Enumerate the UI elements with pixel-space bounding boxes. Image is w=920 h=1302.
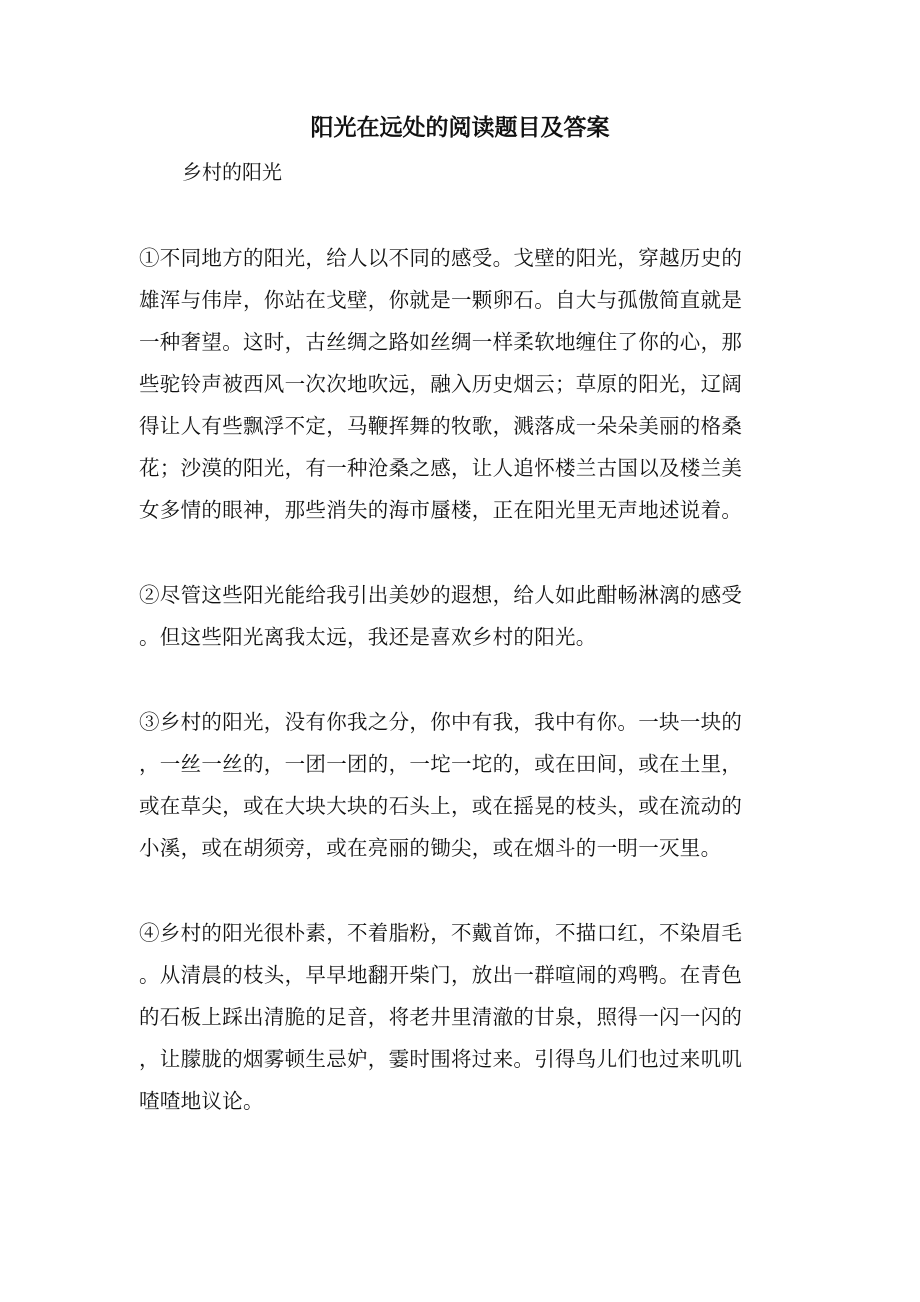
paragraph-line: 得让人有些飘浮不定，马鞭挥舞的牧歌，溅落成一朵朵美丽的格桑 <box>139 414 743 438</box>
paragraph-line: 一种奢望。这时，古丝绸之路如丝绸一样柔软地缠住了你的心，那 <box>139 330 743 354</box>
paragraph-line: 花；沙漠的阳光，有一种沧桑之感，让人追怀楼兰古国以及楼兰美 <box>139 456 743 480</box>
paragraph-line: ，一丝一丝的，一团一团的，一坨一坨的，或在田间，或在土里， <box>139 752 743 776</box>
paragraph-line: ④乡村的阳光很朴素，不着脂粉，不戴首饰，不描口红，不染眉毛 <box>139 921 743 945</box>
paragraph-line: 的石板上踩出清脆的足音，将老井里清澈的甘泉，照得一闪一闪的 <box>139 1005 743 1029</box>
paragraph-line: 。从清晨的枝头，早早地翻开柴门，放出一群喧闹的鸡鸭。在青色 <box>139 963 743 987</box>
paragraph-line: 小溪，或在胡须旁，或在亮丽的锄尖，或在烟斗的一明一灭里。 <box>139 836 722 860</box>
paragraph-line: ②尽管这些阳光能给我引出美妙的遐想，给人如此酣畅淋漓的感受 <box>139 583 743 607</box>
paragraph-line: 喳喳地议论。 <box>139 1089 264 1113</box>
document-title: 阳光在远处的阅读题目及答案 <box>310 115 610 141</box>
paragraph-line: ①不同地方的阳光，给人以不同的感受。戈壁的阳光，穿越历史的 <box>139 246 743 270</box>
document-subtitle: 乡村的阳光 <box>182 160 282 184</box>
paragraph-line: 些驼铃声被西风一次次地吹远，融入历史烟云；草原的阳光，辽阔 <box>139 372 743 396</box>
paragraph-line: 。但这些阳光离我太远，我还是喜欢乡村的阳光。 <box>139 625 597 649</box>
paragraph-2 <box>139 574 779 658</box>
paragraph-line: ③乡村的阳光，没有你我之分，你中有我，我中有你。一块一块的 <box>139 710 743 734</box>
paragraph-line: 女多情的眼神，那些消失的海市蜃楼，正在阳光里无声地述说着。 <box>139 498 743 522</box>
paragraph-1 <box>139 237 779 531</box>
paragraph-3 <box>139 701 779 869</box>
paragraph-4 <box>139 912 779 1122</box>
paragraph-line: ，让朦胧的烟雾顿生忌妒，霎时围将过来。引得鸟儿们也过来叽叽 <box>139 1047 743 1071</box>
paragraph-line: 雄浑与伟岸，你站在戈壁，你就是一颗卵石。自大与孤傲简直就是 <box>139 288 743 312</box>
paragraph-line: 或在草尖，或在大块大块的石头上，或在摇晃的枝头，或在流动的 <box>139 794 743 818</box>
